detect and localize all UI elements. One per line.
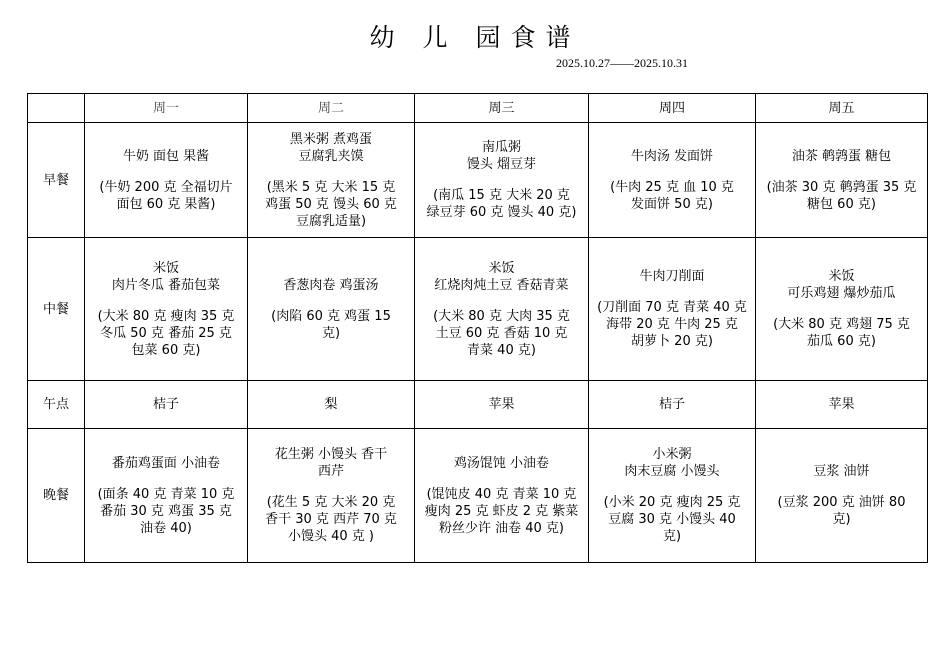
dish-line: 牛肉汤 发面饼	[630, 148, 714, 164]
day-header-thu: 周四	[589, 94, 756, 123]
ingredient-line: (黑米 5 克 大米 15 克	[266, 179, 396, 195]
menu-cell	[756, 381, 928, 429]
dish-line: 油茶 鹌鹑蛋 糖包	[791, 148, 892, 164]
spacer	[418, 472, 585, 486]
menu-cell	[248, 123, 415, 238]
spacer	[418, 294, 585, 308]
dish-line: 可乐鸡翅 爆炒茄瓜	[787, 286, 896, 301]
ingredient-line: (大米 80 克 大肉 35 克	[433, 308, 570, 324]
menu-cell	[756, 238, 928, 381]
ingredient-line: 面包 60 克 果酱)	[116, 196, 216, 212]
dish-line: 梨	[324, 397, 338, 412]
ingredient-line: (牛奶 200 克 全福切片	[99, 179, 233, 195]
spacer	[592, 480, 752, 494]
ingredient-line: (大米 80 克 鸡翅 75 克	[773, 317, 910, 332]
ingredient-line: 海带 20 克 牛肉 25 克	[606, 317, 738, 332]
dish-line: 苹果	[488, 397, 515, 412]
ingredient-line: 克)	[832, 512, 851, 527]
menu-cell	[415, 381, 589, 429]
spacer	[251, 165, 411, 179]
menu-cell	[415, 429, 589, 563]
ingredient-line: 胡萝卜 20 克)	[631, 334, 713, 349]
ingredient-line: 冬瓜 50 克 番茄 25 克	[100, 325, 232, 341]
day-header-tue: 周二	[248, 94, 415, 123]
ingredient-line: 克)	[321, 325, 341, 341]
ingredient-line: 糖包 60 克)	[807, 196, 876, 212]
dish-line: 红烧肉炖土豆 香菇青菜	[434, 277, 569, 293]
menu-cell	[248, 429, 415, 563]
ingredient-line: (馄饨皮 40 克 青菜 10 克	[426, 486, 577, 502]
ingredient-line: (豆浆 200 克 油饼 80	[777, 495, 906, 510]
dish-line: 豆浆 油饼	[813, 464, 870, 479]
page-title: 幼 儿 园食谱	[369, 23, 581, 52]
date-range: 2025.10.27——2025.10.31	[556, 56, 688, 70]
menu-cell	[248, 238, 415, 381]
ingredient-line: 鸡蛋 50 克 馒头 60 克	[265, 196, 397, 212]
spacer	[592, 285, 752, 299]
meal-row-dinner	[28, 429, 928, 563]
ingredient-line: (肉陷 60 克 鸡蛋 15	[271, 308, 391, 324]
meal-label: 午点	[28, 381, 85, 429]
ingredient-line: 豆腐 30 克 小馒头 40	[608, 512, 736, 527]
menu-cell	[589, 381, 756, 429]
dish-line: 牛肉刀削面	[639, 269, 705, 284]
dish-line: 番茄鸡蛋面 小油卷	[111, 455, 221, 471]
ingredient-line: 瘦肉 25 克 虾皮 2 克 紫菜	[424, 503, 579, 519]
dish-line: 小米粥	[652, 447, 692, 462]
menu-cell	[756, 123, 928, 238]
dish-line: 馒头 熘豆芽	[466, 157, 537, 172]
menu-cell	[85, 238, 248, 381]
meal-row-breakfast	[28, 123, 928, 238]
meal-label: 晚餐	[28, 429, 85, 563]
ingredient-line: (油茶 30 克 鹌鹑蛋 35 克	[766, 179, 917, 195]
menu-cell	[589, 238, 756, 381]
menu-cell	[589, 429, 756, 563]
dish-line: 西芹	[317, 464, 344, 479]
day-header-row	[28, 94, 928, 123]
spacer	[759, 302, 924, 316]
meal-label: 早餐	[28, 123, 85, 238]
ingredient-line: 包菜 60 克)	[131, 342, 201, 358]
menu-cell	[248, 381, 415, 429]
menu-table	[27, 93, 928, 563]
ingredient-line: 番茄 30 克 鸡蛋 35 克	[100, 503, 232, 519]
dish-line: 南瓜粥	[481, 140, 521, 155]
dish-line: 米饭	[828, 269, 855, 284]
dish-line: 桔子	[152, 397, 179, 412]
ingredient-line: 土豆 60 克 香菇 10 克	[435, 325, 568, 341]
meal-row-snack	[28, 381, 928, 429]
menu-cell	[415, 123, 589, 238]
ingredient-line: 小馒头 40 克 )	[287, 529, 374, 544]
day-header-fri: 周五	[756, 94, 928, 123]
dish-line: 苹果	[828, 397, 855, 412]
meal-label: 中餐	[28, 238, 85, 381]
dish-line: 肉末豆腐 小馒头	[624, 464, 720, 479]
spacer	[88, 165, 244, 179]
spacer	[251, 294, 411, 308]
ingredient-line: 克)	[662, 529, 682, 544]
dish-line: 花生粥 小馒头 香干	[274, 447, 388, 462]
spacer	[251, 480, 411, 494]
ingredient-line: (小米 20 克 瘦肉 25 克	[603, 495, 741, 510]
dish-line: 桔子	[658, 397, 685, 412]
menu-cell	[85, 381, 248, 429]
dish-line: 牛奶 面包 果酱	[122, 148, 210, 164]
ingredient-line: 粉丝少许 油卷 40 克)	[438, 520, 564, 536]
ingredient-line: (刀削面 70 克 青菜 40 克	[597, 300, 747, 315]
ingredient-line: (花生 5 克 大米 20 克	[266, 495, 396, 510]
day-header-mon: 周一	[85, 94, 248, 123]
ingredient-line: 油卷 40)	[140, 520, 192, 536]
dish-line: 豆腐乳夹馍	[298, 148, 364, 164]
menu-cell	[756, 429, 928, 563]
ingredient-line: 青菜 40 克)	[467, 342, 536, 358]
ingredient-line: (南瓜 15 克 大米 20 克	[433, 188, 570, 203]
day-header-wed: 周三	[415, 94, 589, 123]
spacer	[88, 294, 244, 308]
ingredient-line: 茄瓜 60 克)	[807, 334, 876, 349]
spacer	[418, 173, 585, 187]
ingredient-line: 豆腐乳适量)	[295, 213, 367, 229]
ingredient-line: 发面饼 50 克)	[631, 196, 713, 212]
ingredient-line: (面条 40 克 青菜 10 克	[97, 486, 235, 502]
menu-cell	[415, 238, 589, 381]
ingredient-line: 绿豆芽 60 克 馒头 40 克)	[426, 205, 577, 220]
dish-line: 鸡汤馄饨 小油卷	[453, 455, 550, 471]
corner-cell	[28, 94, 85, 123]
meal-row-lunch	[28, 238, 928, 381]
spacer	[759, 480, 924, 494]
dish-line: 香葱肉卷 鸡蛋汤	[283, 277, 379, 293]
ingredient-line: (牛肉 25 克 血 10 克	[610, 179, 734, 195]
dish-line: 肉片冬瓜 番茄包菜	[111, 277, 221, 293]
menu-cell	[85, 429, 248, 563]
menu-cell	[85, 123, 248, 238]
spacer	[592, 165, 752, 179]
menu-cell	[589, 123, 756, 238]
dish-line: 米饭	[152, 260, 179, 276]
spacer	[759, 165, 924, 179]
dish-line: 米饭	[488, 260, 515, 276]
ingredient-line: (大米 80 克 瘦肉 35 克	[97, 308, 235, 324]
ingredient-line: 香干 30 克 西芹 70 克	[265, 512, 397, 527]
spacer	[88, 472, 244, 486]
dish-line: 黑米粥 煮鸡蛋	[289, 131, 373, 147]
